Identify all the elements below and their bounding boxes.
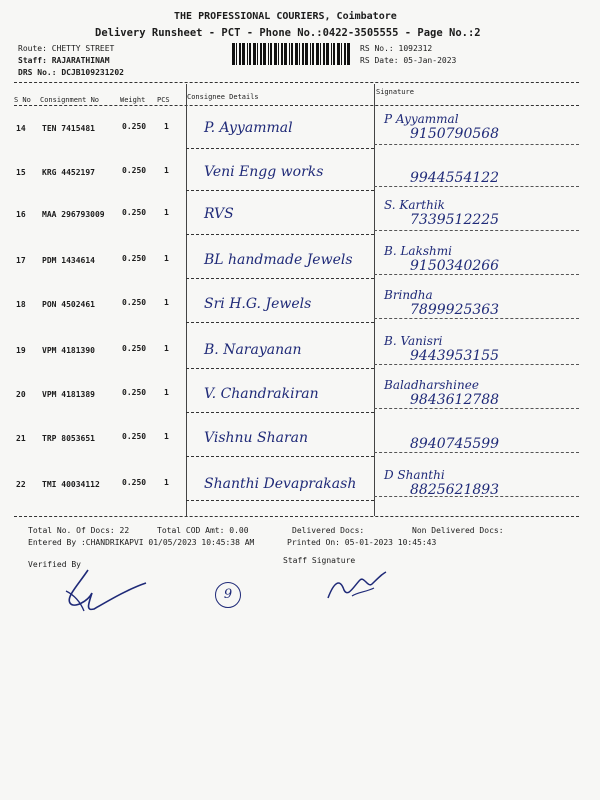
barcode-bar xyxy=(341,43,342,65)
printed-on: Printed On: 05-01-2023 10:45:43 xyxy=(287,538,437,547)
barcode-bar xyxy=(333,43,335,65)
cell-pcs: 1 xyxy=(164,344,169,353)
cell-pcs: 1 xyxy=(164,478,169,487)
cell-pcs: 1 xyxy=(164,254,169,263)
cell-signature-name: P Ayyammal xyxy=(384,112,459,126)
barcode-bar xyxy=(344,43,346,65)
cell-signature-name: D Shanthi xyxy=(384,468,445,482)
cell-weight: 0.250 xyxy=(122,298,147,307)
non-delivered-docs: Non Delivered Docs: xyxy=(412,526,504,535)
verified-by-label: Verified By xyxy=(28,560,81,569)
barcode-bar xyxy=(274,43,277,65)
cell-consignee: BL handmade Jewels xyxy=(204,252,353,268)
runsheet-subtitle: Delivery Runsheet - PCT - Phone No.:0422-3505555 - Page No.:2 xyxy=(95,27,481,39)
cell-consignment: TEN 7415481 xyxy=(42,124,95,133)
cell-signature-name: Brindha xyxy=(384,288,433,302)
barcode-bar xyxy=(260,43,262,65)
cell-consignee: Veni Engg works xyxy=(204,164,324,180)
cell-weight: 0.250 xyxy=(122,478,147,487)
cell-consignment: VPM 4181389 xyxy=(42,390,95,399)
cell-signature-phone: 8940745599 xyxy=(410,436,500,452)
cell-consignee: P. Ayyammal xyxy=(204,120,293,136)
cell-consignee: B. Narayanan xyxy=(204,342,302,358)
barcode-bar xyxy=(253,43,256,65)
cell-consignment: KRG 4452197 xyxy=(42,168,95,177)
barcode-bar xyxy=(289,43,290,65)
barcode-bar xyxy=(236,43,237,65)
cell-consignee: RVS xyxy=(204,206,234,222)
cell-pcs: 1 xyxy=(164,166,169,175)
cell-signature-phone: 7899925363 xyxy=(410,302,500,318)
cell-consignee: Sri H.G. Jewels xyxy=(204,296,312,312)
barcode-bar xyxy=(295,43,298,65)
barcode-bar xyxy=(249,43,251,65)
barcode-bar xyxy=(268,43,269,65)
cell-signature-phone: 9944554122 xyxy=(410,170,500,186)
barcode-bar xyxy=(337,43,340,65)
barcode-bar xyxy=(284,43,287,65)
cell-consignee: Vishnu Sharan xyxy=(204,430,309,446)
cell-weight: 0.250 xyxy=(122,208,147,217)
barcode-bar xyxy=(305,43,308,65)
staff-signature xyxy=(322,568,392,604)
rs-date-label: RS Date: 05-Jan-2023 xyxy=(360,56,457,65)
cell-sno: 20 xyxy=(16,390,26,399)
cell-pcs: 1 xyxy=(164,388,169,397)
company-title: THE PROFESSIONAL COURIERS, Coimbatore xyxy=(174,11,397,22)
drs-label: DRS No.: DCJB109231202 xyxy=(18,68,124,77)
verifier-signature xyxy=(58,565,148,615)
staff-signature-label: Staff Signature xyxy=(283,556,356,565)
cell-pcs: 1 xyxy=(164,298,169,307)
col-header-pcs: PCS xyxy=(157,96,170,104)
circled-page-number: 9 xyxy=(215,582,241,608)
barcode-bar xyxy=(291,43,293,65)
cell-signature-name: B. Vanisri xyxy=(384,334,443,348)
cell-weight: 0.250 xyxy=(122,254,147,263)
col-header-sno: S No xyxy=(14,96,31,104)
col-header-consignment: Consignment No xyxy=(40,96,100,104)
cell-sno: 17 xyxy=(16,256,26,265)
staff-label: Staff: RAJARATHINAM xyxy=(18,56,110,65)
barcode-bar xyxy=(320,43,321,65)
total-docs: Total No. Of Docs: 22 xyxy=(28,526,130,535)
delivered-docs: Delivered Docs: xyxy=(292,526,365,535)
cell-sno: 14 xyxy=(16,124,26,133)
barcode-bar xyxy=(242,43,245,65)
cell-weight: 0.250 xyxy=(122,122,147,131)
barcode-bar xyxy=(331,43,332,65)
cell-consignment: TRP 8053651 xyxy=(42,434,95,443)
barcode-bar xyxy=(263,43,266,65)
barcode-bar xyxy=(278,43,279,65)
barcode-bar xyxy=(232,43,235,65)
cell-weight: 0.250 xyxy=(122,388,147,397)
total-cod: Total COD Amt: 0.00 xyxy=(157,526,249,535)
barcode-bar xyxy=(257,43,258,65)
barcode-bar xyxy=(312,43,314,65)
cell-consignment: PDM 1434614 xyxy=(42,256,95,265)
cell-sno: 19 xyxy=(16,346,26,355)
col-header-weight: Weight xyxy=(120,96,146,104)
cell-signature-name: S. Karthik xyxy=(384,198,445,212)
cell-weight: 0.250 xyxy=(122,432,147,441)
barcode-bar xyxy=(239,43,241,65)
cell-consignee: Shanthi Devaprakash xyxy=(204,476,357,492)
cell-sno: 16 xyxy=(16,210,26,219)
cell-consignment: PON 4502461 xyxy=(42,300,95,309)
cell-signature-phone: 9443953155 xyxy=(410,348,500,364)
cell-consignment: TMI 40034112 xyxy=(42,480,100,489)
cell-signature-phone: 9150790568 xyxy=(410,126,500,142)
cell-signature-name: B. Lakshmi xyxy=(384,244,452,258)
cell-signature-phone: 9150340266 xyxy=(410,258,500,274)
barcode-bar xyxy=(299,43,300,65)
barcode-bar xyxy=(270,43,272,65)
cell-sno: 21 xyxy=(16,434,26,443)
cell-signature-phone: 8825621893 xyxy=(410,482,500,498)
barcode xyxy=(232,43,352,65)
cell-signature-phone: 9843612788 xyxy=(410,392,500,408)
cell-sno: 22 xyxy=(16,480,26,489)
cell-sno: 15 xyxy=(16,168,26,177)
col-header-consignee: Consignee Details xyxy=(187,93,259,101)
cell-consignment: VPM 4181390 xyxy=(42,346,95,355)
cell-sno: 18 xyxy=(16,300,26,309)
cell-weight: 0.250 xyxy=(122,344,147,353)
barcode-bar xyxy=(302,43,304,65)
barcode-bar xyxy=(310,43,311,65)
route-label: Route: CHETTY STREET xyxy=(18,44,115,53)
cell-signature-phone: 7339512225 xyxy=(410,212,500,228)
barcode-bar xyxy=(247,43,248,65)
barcode-bar xyxy=(323,43,325,65)
cell-pcs: 1 xyxy=(164,208,169,217)
cell-consignee: V. Chandrakiran xyxy=(204,386,319,402)
barcode-bar xyxy=(316,43,319,65)
barcode-bar xyxy=(347,43,350,65)
cell-weight: 0.250 xyxy=(122,166,147,175)
col-header-signature: Signature xyxy=(376,88,414,96)
cell-pcs: 1 xyxy=(164,122,169,131)
entered-by: Entered By :CHANDRIKAPVI 01/05/2023 10:45:38 AM xyxy=(28,538,255,547)
cell-pcs: 1 xyxy=(164,432,169,441)
barcode-bar xyxy=(281,43,283,65)
cell-signature-name: Baladharshinee xyxy=(384,378,479,392)
barcode-bar xyxy=(326,43,329,65)
cell-consignment: MAA 296793009 xyxy=(42,210,105,219)
rs-no-label: RS No.: 1092312 xyxy=(360,44,433,53)
